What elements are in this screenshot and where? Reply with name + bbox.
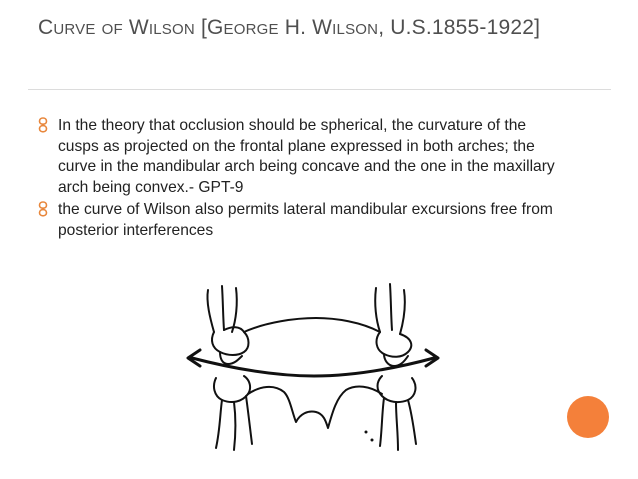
teeth-curve-of-wilson-illustration xyxy=(176,282,450,460)
left-lower-molar xyxy=(214,376,252,450)
dingbat-bullet-icon xyxy=(36,117,50,133)
right-lower-molar xyxy=(365,376,417,450)
decorative-orange-circle xyxy=(567,396,609,438)
lower-arch-line xyxy=(248,387,382,428)
bullet-item xyxy=(36,116,556,198)
palate-line xyxy=(244,318,380,332)
slide-title: Curve of Wilson [George H. Wilson, U.S.1855-1922] xyxy=(38,16,541,39)
left-upper-molar xyxy=(207,286,248,364)
bullet-text: the curve of Wilson also permits lateral mandibular excursions free from posterior interferences xyxy=(58,201,553,239)
bullet-list xyxy=(36,116,556,244)
dingbat-bullet-icon xyxy=(36,201,50,217)
bullet-item xyxy=(36,200,556,241)
title-divider xyxy=(28,89,611,90)
right-upper-molar xyxy=(375,284,411,366)
bullet-text: In the theory that occlusion should be spherical, the curvature of the cusps as projected on the frontal plane expressed in both arches; the curve in the mandibular arch being concave and the one in the maxillary arch being convex.- GPT-9 xyxy=(58,117,555,196)
